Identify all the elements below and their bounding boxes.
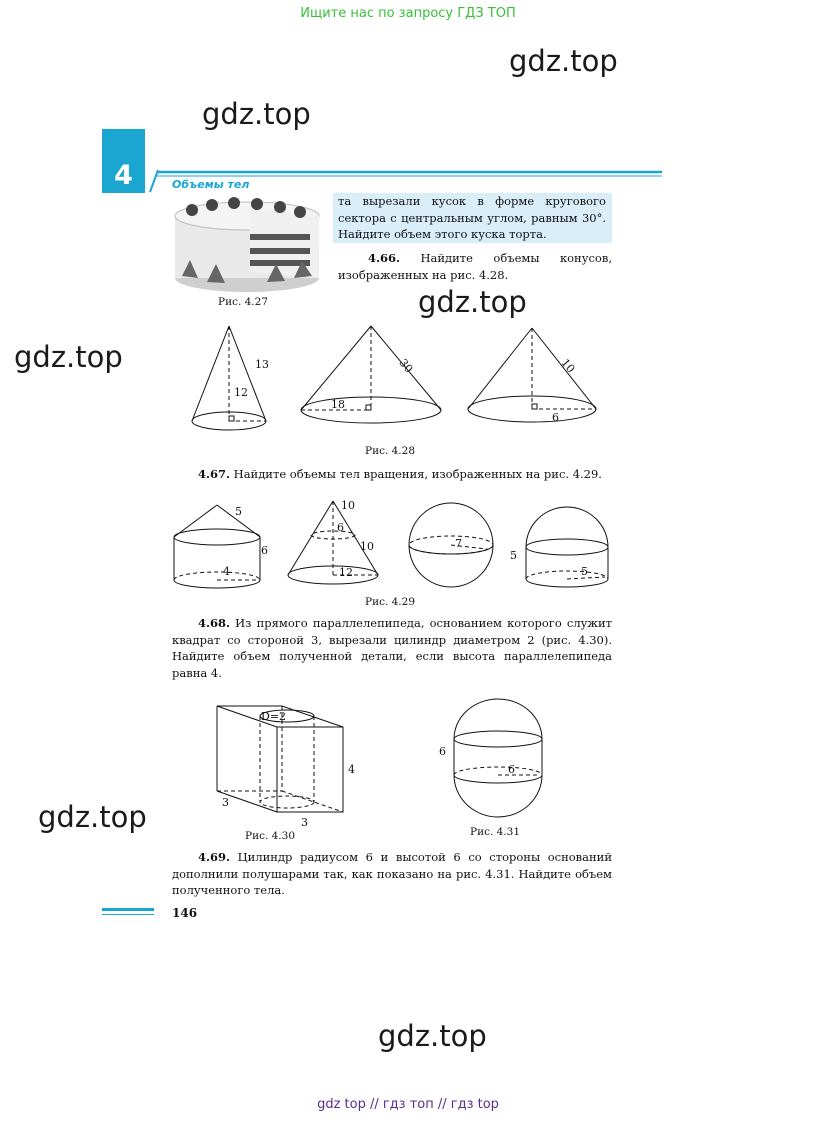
- chapter-title: Объемы тел: [172, 178, 250, 191]
- problem-4-68: [172, 615, 612, 681]
- label: 6: [261, 544, 268, 557]
- label: 6: [439, 745, 446, 758]
- watermark: gdz.top: [14, 340, 123, 374]
- watermark: gdz.top: [378, 1019, 487, 1053]
- label: 5: [510, 549, 517, 562]
- footer-rule: [102, 914, 154, 915]
- label: 6: [552, 411, 559, 424]
- label: 3: [222, 796, 229, 809]
- problem-4-66: [338, 250, 612, 283]
- bottom-links[interactable]: gdz top // гдз топ // гдз top: [317, 1097, 499, 1112]
- problem-number: 4.67.: [198, 467, 231, 481]
- page-number: 146: [172, 906, 198, 920]
- watermark: gdz.top: [202, 97, 311, 131]
- label: 10: [558, 356, 578, 376]
- problem-text: Цилиндр радиусом 6 и высотой 6 со стороны оснований дополнили полушарами так, как показано на рис. 4.31. Найдите объем полученного тела.: [172, 850, 613, 897]
- figure-4-29: [165, 495, 620, 593]
- label: 12: [234, 386, 248, 399]
- label: 18: [331, 398, 345, 411]
- label: 4: [223, 565, 230, 578]
- figure-caption: Рис. 4.28: [365, 445, 415, 457]
- label: 30: [396, 356, 416, 376]
- figure-caption: Рис. 4.27: [218, 296, 268, 308]
- intro-text: та вырезали кусок в форме кругового сектора с центральным углом, равным 30°. Найдите объем этого куска торта.: [338, 194, 606, 241]
- label: D=2: [261, 710, 287, 723]
- watermark: gdz.top: [418, 285, 527, 319]
- label: 7: [455, 537, 462, 550]
- footer-rule: [102, 908, 154, 911]
- figure-4-28: [185, 320, 615, 440]
- watermark: gdz.top: [509, 44, 618, 78]
- figure-4-30: [205, 700, 365, 830]
- problem-number: 4.68.: [198, 616, 231, 630]
- chapter-number: 4: [114, 160, 133, 191]
- label: 12: [339, 566, 353, 579]
- label: 10: [341, 499, 355, 512]
- label: 6: [337, 521, 344, 534]
- problem-text: Найдите объемы тел вращения, изображенных на рис. 4.29.: [233, 467, 602, 481]
- label: 13: [255, 358, 269, 371]
- problem-4-67: [172, 466, 612, 483]
- problem-text: Из прямого параллелепипеда, основанием которого служит квадрат со стороной 3, вырезали цилиндр диаметром 2 (рис. 4.30). Найдите объем полученной детали, если высота параллелепипеда равна 4.: [172, 616, 613, 680]
- figure-caption: Рис. 4.29: [365, 596, 415, 608]
- label: 6: [508, 763, 515, 776]
- problem-number: 4.66.: [368, 251, 401, 265]
- problem-number: 4.69.: [198, 850, 231, 864]
- label: 5: [581, 565, 588, 578]
- figure-caption: Рис. 4.31: [470, 826, 520, 838]
- top-search-link[interactable]: Ищите нас по запросу ГДЗ ТОП: [300, 6, 516, 21]
- label: 10: [360, 540, 374, 553]
- watermark: gdz.top: [38, 800, 147, 834]
- problem-4-69: [172, 849, 612, 899]
- cake-image: [172, 196, 322, 296]
- figure-4-31: [435, 695, 545, 825]
- figure-caption: Рис. 4.30: [245, 830, 295, 842]
- problem-text: Найдите объемы конусов, изображенных на рис. 4.28.: [338, 251, 612, 282]
- label: 4: [348, 763, 355, 776]
- label: 3: [301, 816, 308, 829]
- label: 5: [235, 505, 242, 518]
